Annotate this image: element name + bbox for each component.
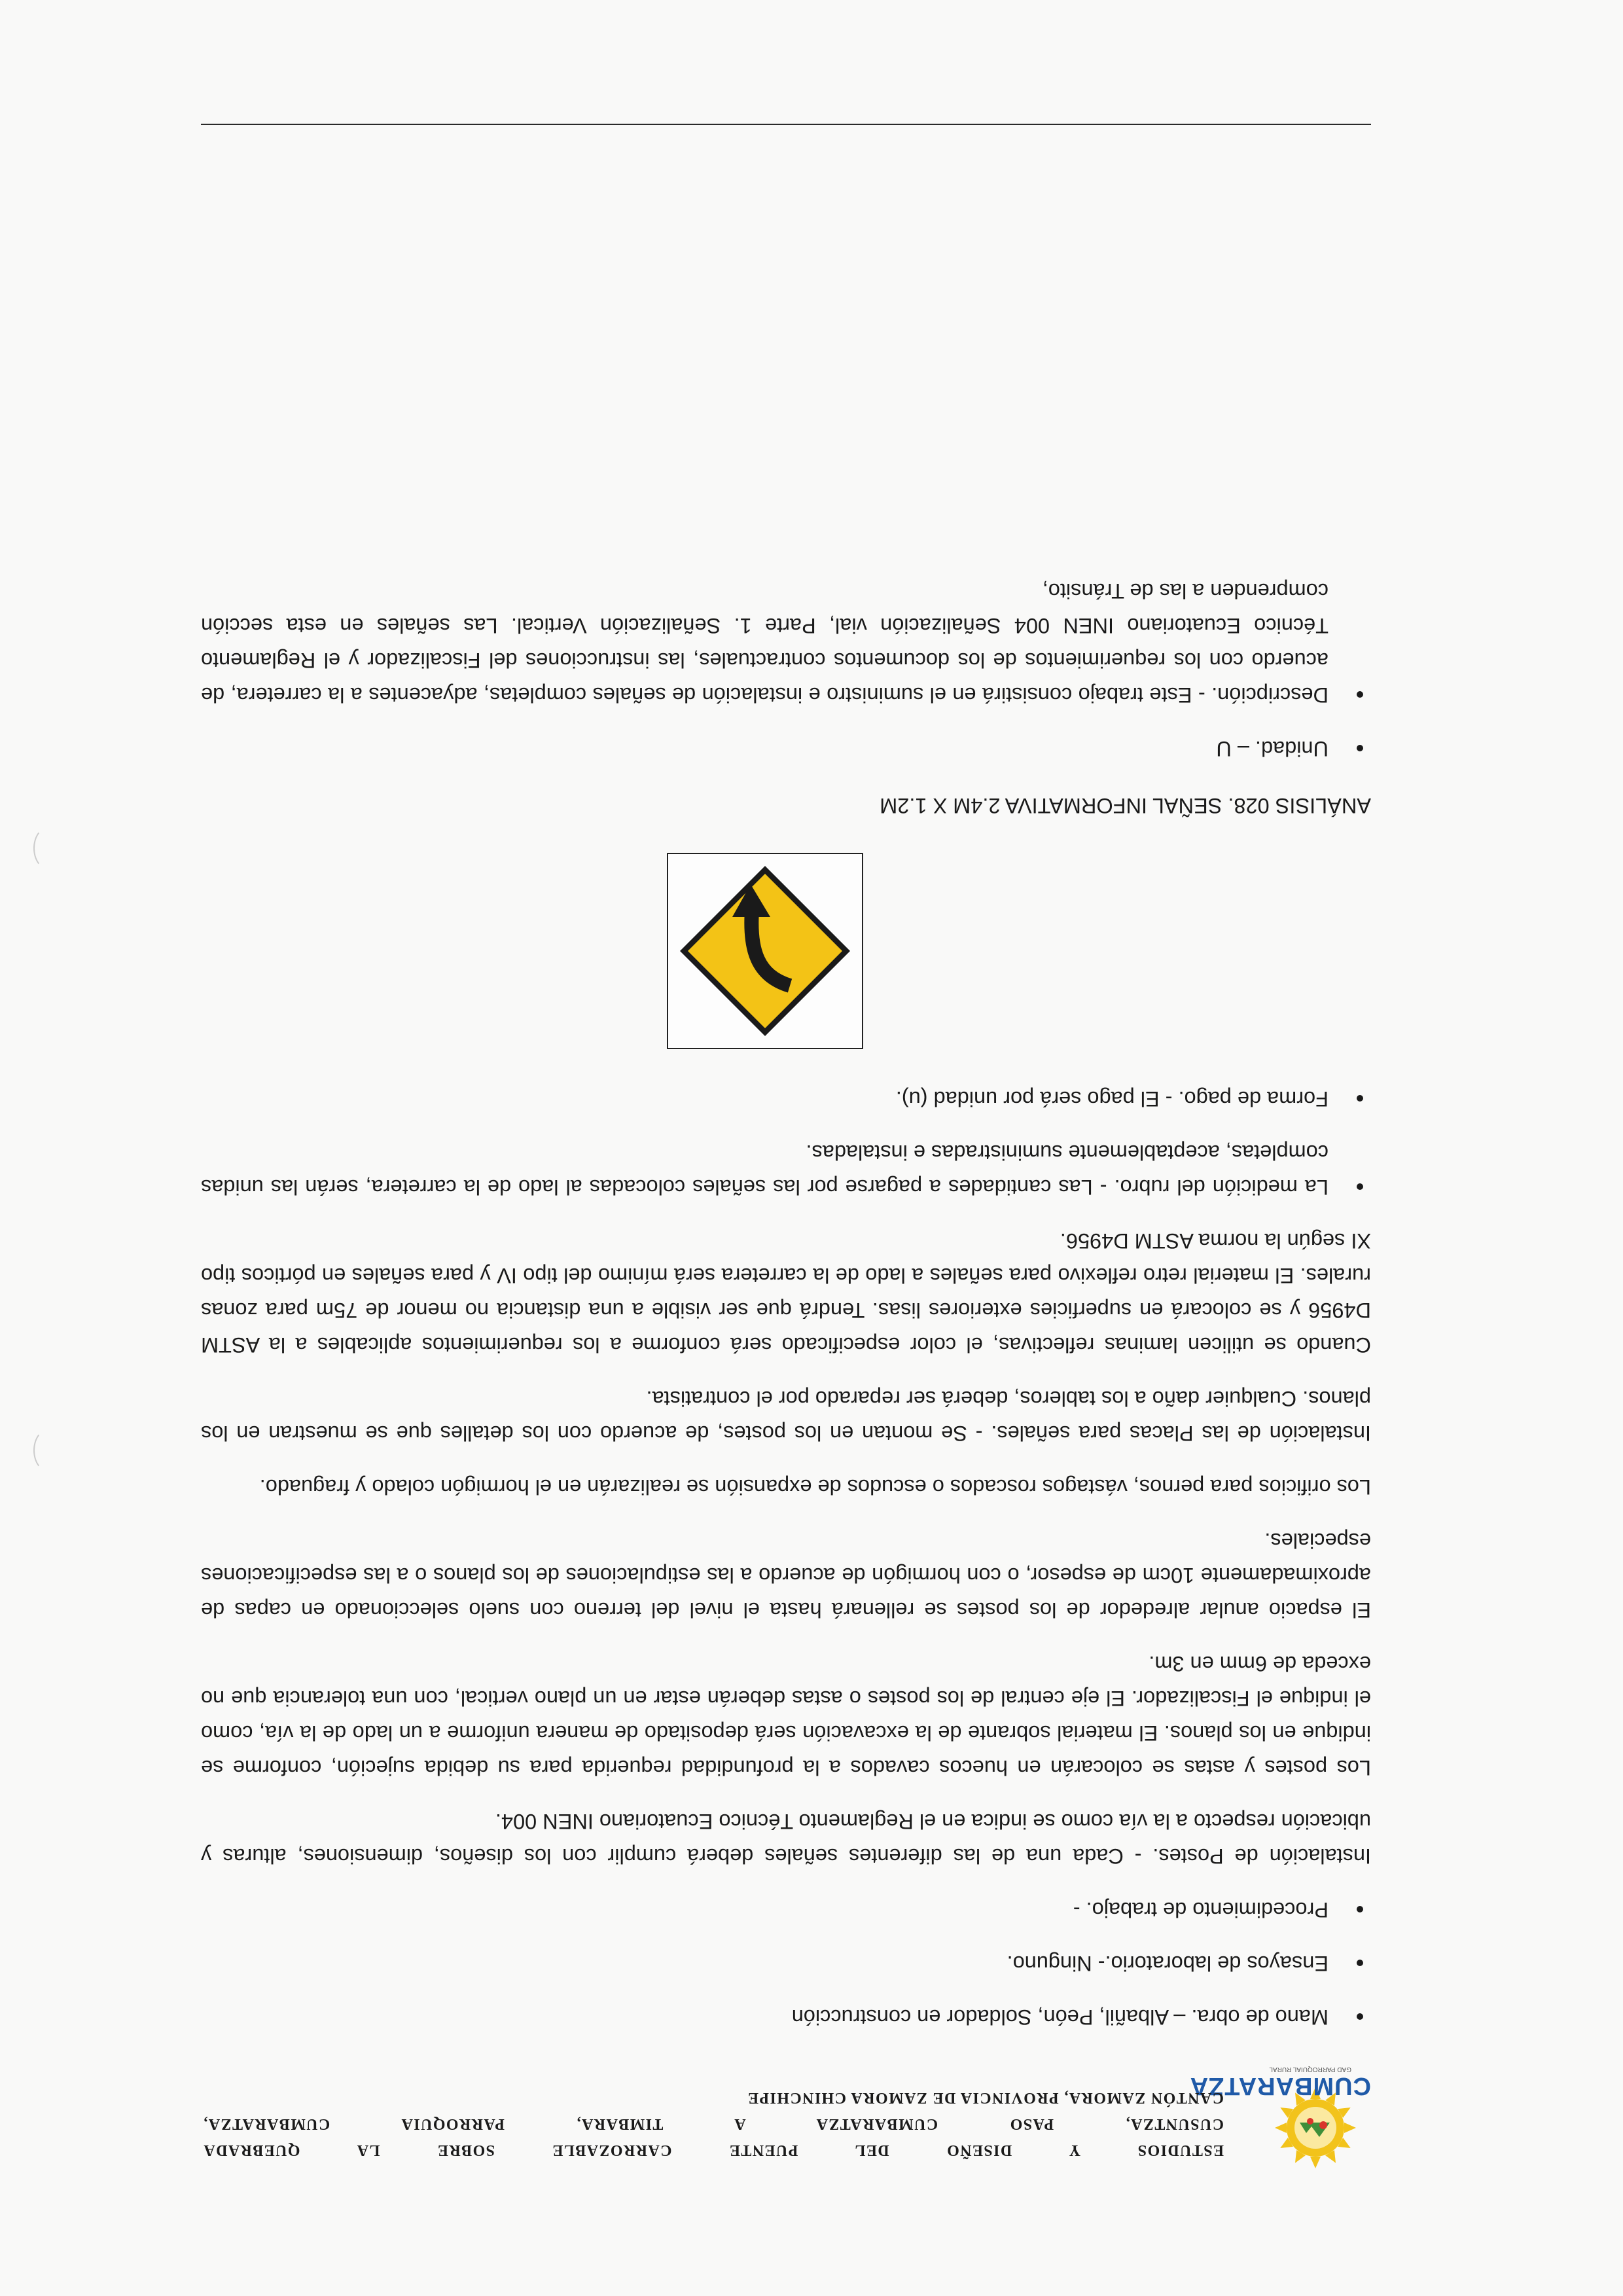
- document-body: [201, 554, 1371, 2034]
- logo-subtitle: GAD PARROQUIAL RURAL: [1269, 2066, 1351, 2073]
- bullet-item: Forma de pago. - El pago será por unidad (u).: [201, 1081, 1371, 1116]
- paragraph: Instalación de las Placas para señales. - Se montan en los postes, de acuerdo con los detalles que se muestran en los planos. Cualquier daño a los tableros, deberá ser reparado por el contratista.: [201, 1387, 1371, 1445]
- project-title-line: CUSUNTZA, PASO CUMBARATZA A TIMBARA, PARROQUIA CUMBARATZA,: [203, 2115, 1224, 2132]
- bullet-item: Ensayos de laboratorio.- Ninguno.: [201, 1946, 1371, 1981]
- punch-hole-mark: [33, 827, 62, 869]
- punch-hole-mark: [33, 1429, 62, 1471]
- bullet-item: Descripción. - Este trabajo consistirá en el suministro e instalación de señales completas, adyacentes a la carretera, de acuerdo con los requerimientos de los documentos contractuales, las instrucciones del Fiscalizador y el Reglamento Técnico Ecuatoriano INEN 004 Señalización vial, Parte 1. Señalización Vertical. Las señales en esta sección comprenden a las de Tránsito,: [201, 573, 1371, 712]
- curve-warning-sign: [667, 853, 863, 1049]
- footer-rule: [201, 124, 1371, 125]
- sign-figure: [201, 829, 1371, 1062]
- bullet-item: Unidad. – U: [201, 731, 1371, 766]
- curve-arrow-icon: [668, 854, 862, 1048]
- bullet-item: Procedimiento de trabajo. -: [201, 1892, 1371, 1927]
- project-title-line: CANTÓN ZAMORA, PROVINCIA DE ZAMORA CHINCHIPE: [747, 2089, 1224, 2106]
- document-header: [201, 2064, 1371, 2168]
- project-title-line: ESTUDIOS Y DISEÑO DEL PUENTE CARROZABLE SOBRE LA QUEBRADA: [203, 2142, 1224, 2159]
- project-title: [203, 2085, 1224, 2163]
- logo-wordmark: CUMBARATZA: [1189, 2072, 1371, 2100]
- paragraph: Cuando se utilicen laminas reflectivas, el color especificado será conforme a los requerimientos aplicables a la ASTM D4956 y se colocará en superficies exteriores lisas. Tendrá que ser visible a una distancia no menor de 75m para zonas rurales. El material retro reflexivo para señales a lado de la carretera será mínimo del tipo IV y para señales en pórticos tipo XI según la norma ASTM D4956.: [201, 1229, 1371, 1357]
- bullet-item: Mano de obra. – Albañil, Peón, Soldador en construcción: [201, 2000, 1371, 2034]
- paragraph: Instalación de Postes. - Cada una de las diferentes señales deberá cumplir con los diseños, dimensiones, alturas y ubicación respecto a la vía como se indica en el Reglamento Técnico Ecuatoriano INEN 004.: [201, 1810, 1371, 1868]
- analysis-heading: ANÁLISIS 028. SEÑAL INFORMATIVA 2.4M X 1.2M: [880, 794, 1371, 817]
- paragraph: El espacio anular alrededor de los postes se rellenará hasta el nivel del terreno con suelo seleccionado en capas de aproximadamente 10cm de espesor, o con hormigón de acuerdo a las estipulaciones de los planos o a las especificaciones especiales.: [201, 1529, 1371, 1622]
- bullet-item: La medición del rubro. - Las cantidades a pagarse por las señales colocadas al lado de la carretera, serán las unidas completas, aceptablemente suministradas e instaladas.: [201, 1135, 1371, 1204]
- cumbaratza-logo: [1189, 2064, 1371, 2168]
- paragraph: Los postes y astas se colocarán en huecos cavados a la profundidad requerida para su debida sujeción, conforme se indique en los planos. El material sobrante de la excavación será depositado de manera uniforme a un lado de la vía, como el indique el Fiscalizador. El eje central de los postes o astas deberán estar en un plano vertical, con una tolerancia que no exceda de 6mm en 3m.: [201, 1652, 1371, 1780]
- paragraph: Los orificios para pernos, vástagos roscados o escudos de expansión se realizarán en el hormigón colado y fraguado.: [259, 1475, 1371, 1499]
